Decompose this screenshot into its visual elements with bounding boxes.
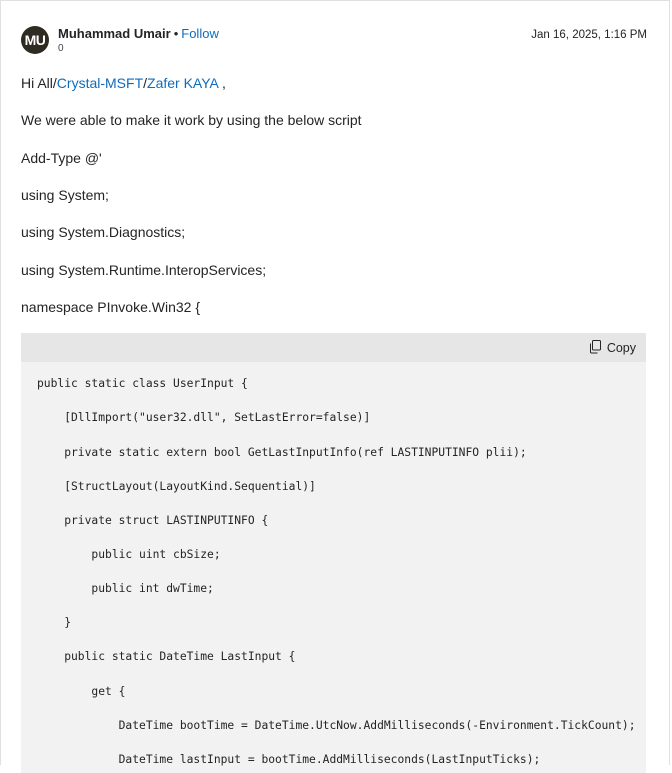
code-line: private static extern bool GetLastInputInfo(ref LASTINPUTINFO plii); <box>37 446 527 459</box>
mention-separator: / <box>143 75 148 91</box>
post-paragraph: Add-Type @' <box>21 150 102 166</box>
code-line: DateTime bootTime = DateTime.UtcNow.AddMilliseconds(-Environment.TickCount); <box>37 719 636 732</box>
post-paragraph: using System; <box>21 187 109 203</box>
greeting-line <box>21 74 641 92</box>
post-paragraph: using System.Runtime.InteropServices; <box>21 262 267 278</box>
copy-label: Copy <box>606 341 636 355</box>
code-line: } <box>37 616 72 629</box>
code-line: get { <box>37 685 126 698</box>
code-line: [DllImport("user32.dll", SetLastError=false)] <box>37 411 371 424</box>
code-line: public int dwTime; <box>37 582 214 595</box>
avatar[interactable]: MU <box>21 26 49 54</box>
code-line: public uint cbSize; <box>37 548 221 561</box>
code-line: [StructLayout(LayoutKind.Sequential)] <box>37 480 316 493</box>
code-line: DateTime lastInput = bootTime.AddMilliseconds(LastInputTicks); <box>37 753 541 766</box>
post-header <box>21 26 647 56</box>
greeting-suffix: , <box>218 75 226 91</box>
follow-button[interactable]: Follow <box>181 26 219 41</box>
author-separator: • <box>173 26 179 41</box>
code-block <box>21 333 646 773</box>
author-name[interactable]: Muhammad Umair <box>58 26 171 41</box>
post-paragraph: namespace PInvoke.Win32 { <box>21 299 200 315</box>
copy-icon <box>589 340 607 357</box>
code-line: private struct LASTINPUTINFO { <box>37 514 269 527</box>
code-toolbar <box>21 333 646 362</box>
mention-crystal-msft[interactable]: Crystal-MSFT <box>56 75 144 91</box>
post-paragraph: We were able to make it work by using the below script <box>21 112 362 128</box>
copy-button[interactable] <box>589 339 636 357</box>
code-line: public static class UserInput { <box>37 377 248 390</box>
code-line: public static DateTime LastInput { <box>37 650 296 663</box>
post-paragraph: using System.Diagnostics; <box>21 224 186 240</box>
post-timestamp: Jan 16, 2025, 1:16 PM <box>531 29 647 41</box>
kudos-count: 0 <box>58 43 64 54</box>
mention-zafer-kaya[interactable]: Zafer KAYA <box>147 75 219 91</box>
greeting-prefix: Hi All/ <box>21 75 57 91</box>
author-line <box>58 26 219 42</box>
